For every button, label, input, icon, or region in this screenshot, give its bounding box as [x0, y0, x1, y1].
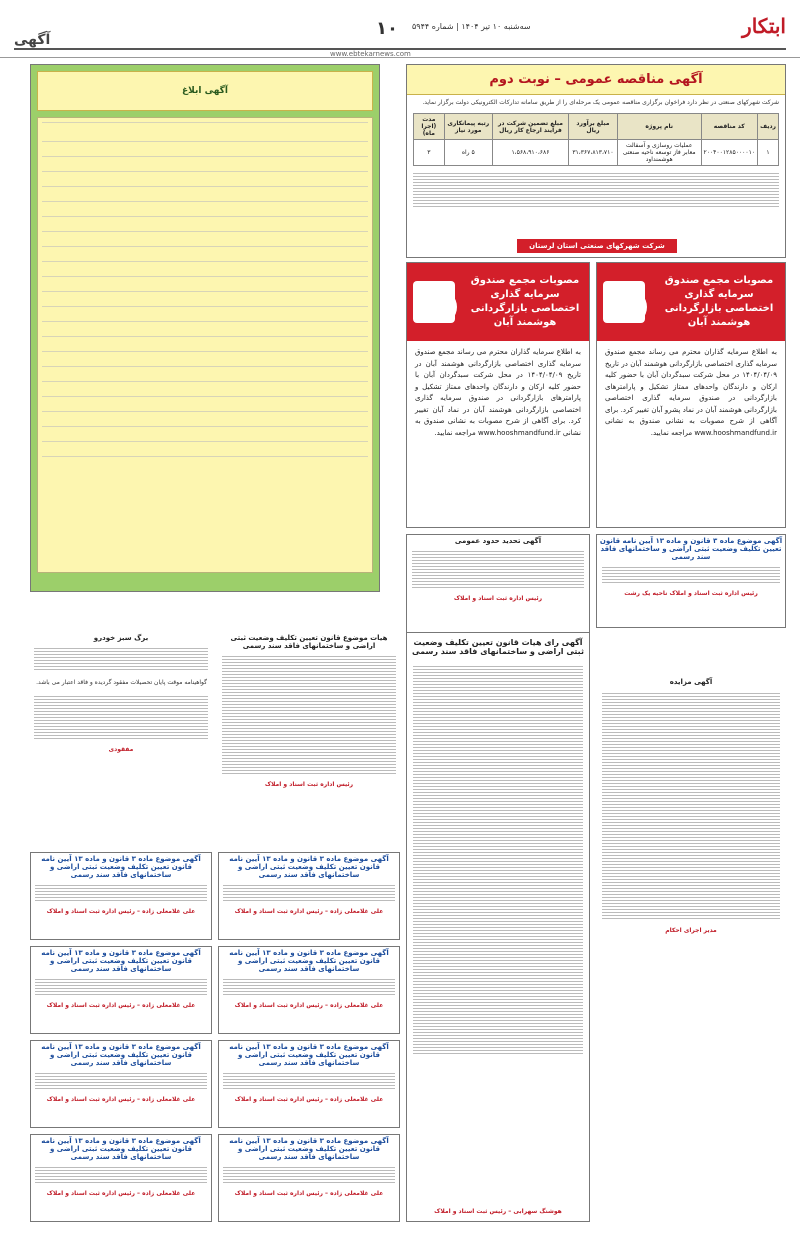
tender-table — [413, 113, 779, 166]
notice-box-signature: علی غلامعلی زاده – رئیس اداره ثبت اسناد و املاک — [234, 1002, 384, 1009]
section-title: آگهی — [14, 32, 51, 48]
tender-title: آگهی مناقصه عمومی – نوبت دوم — [489, 72, 703, 87]
notice-box — [30, 1040, 212, 1128]
tender-ad — [406, 64, 786, 258]
notice-1-title: آگهی موضوع ماده ۳ قانون و ماده ۱۳ آیین نامه قانون تعیین تکلیف وضعیت ثبتی اراضی و ساختمانهای فاقد سند رسمی — [599, 537, 783, 561]
notice-box-signature: علی غلامعلی زاده – رئیس اداره ثبت اسناد و املاک — [234, 1190, 384, 1197]
table-cell: ۳۱،۳۶۷،۸۱۳،۷۱۰ — [569, 140, 618, 166]
site-url[interactable]: www.ebtekarnews.com — [330, 50, 411, 58]
table-cell: ۳ — [414, 140, 445, 166]
table-header: مبلغ برآورد ریال — [569, 114, 618, 140]
notice-box-title: آگهی موضوع ماده ۳ قانون و ماده ۱۳ آیین نامه قانون تعیین تکلیف وضعیت ثبتی اراضی و ساختمانهای فاقد سند رسمی — [41, 1043, 201, 1067]
table-cell: عملیات روسازی و آسفالت معابر فاز توسعه ناحیه صنعتی هوشمنداود — [617, 140, 701, 166]
notice-box-title: آگهی موضوع ماده ۳ قانون و ماده ۱۳ آیین نامه قانون تعیین تکلیف وضعیت ثبتی اراضی و ساختمانهای فاقد سند رسمی — [229, 1137, 389, 1161]
notice-box — [218, 946, 400, 1034]
notice-box-title: آگهی موضوع ماده ۳ قانون و ماده ۱۳ آیین نامه قانون تعیین تکلیف وضعیت ثبتی اراضی و ساختمانهای فاقد سند رسمی — [229, 855, 389, 879]
fund-logo-icon — [603, 281, 645, 323]
col4-title: برگ سبز خودرو — [93, 634, 149, 642]
fund-ad-2 — [406, 262, 590, 528]
green-ad-title: آگهی ابلاغ — [182, 86, 228, 96]
fund-ad-1 — [596, 262, 786, 528]
notice-box-title: آگهی موضوع ماده ۳ قانون و ماده ۱۳ آیین نامه قانون تعیین تکلیف وضعیت ثبتی اراضی و ساختمانهای فاقد سند رسمی — [41, 855, 201, 879]
notice-box-signature: علی غلامعلی زاده – رئیس اداره ثبت اسناد و املاک — [46, 1002, 196, 1009]
notice-2-title: آگهی تحدید حدود عمومی — [454, 537, 542, 545]
table-header: رتبه پیمانکاری مورد نیاز — [444, 114, 492, 140]
table-header: مدت (اجرا ماه) — [414, 114, 445, 140]
fund-1-body: به اطلاع سرمایه گذاران محترم می رساند مجمع صندوق سرمایه گذاری اختصاصی بازارگردانی هوشمند آبان در تاریخ ۱۴۰۴/۰۴/۰۹ در محل شرکت سبدگردان آبان با حضور کلیه ارکان و دارندگان واحدهای ممتاز تشکیل و پارامترهای بازارگردانی در صندوق سرمایه گذاری اختصاصی بازارگردانی هوشمند آبان در نماد پشرو آبان تغییر کرد. برای آگاهی از شرح مصوبات به نشانی صندوق به نشانی www.hooshmandfund.ir مراجعه نمایید. — [605, 348, 777, 437]
notice-box-title: آگهی موضوع ماده ۳ قانون و ماده ۱۳ آیین نامه قانون تعیین تکلیف وضعیت ثبتی اراضی و ساختمانهای فاقد سند رسمی — [41, 1137, 201, 1161]
col4-signature: مفقودی — [108, 746, 134, 754]
notice-box — [30, 946, 212, 1034]
notice-box — [30, 852, 212, 940]
notice-box — [218, 1040, 400, 1128]
tender-footer: شرکت شهرکهای صنعتی استان لرستان — [517, 239, 677, 253]
newspaper-logo: ابتکار — [742, 14, 786, 38]
table-cell: ۱ — [758, 140, 779, 166]
col2 — [406, 632, 590, 1222]
col3 — [218, 632, 400, 848]
notice-box-signature: علی غلامعلی زاده – رئیس اداره ثبت اسناد و املاک — [234, 908, 384, 915]
table-cell: ۲۰۰۴۰۰۱۲۸۵۰۰۰۰۱۰ — [701, 140, 758, 166]
col4-body: گواهینامه موقت پایان تحصیلات مفقود گردیده و فاقد اعتبار می باشد. — [36, 679, 207, 686]
notice-small-1 — [596, 534, 786, 628]
table-cell: ۵ راه — [444, 140, 492, 166]
col4 — [30, 632, 212, 848]
green-ad — [30, 64, 380, 592]
tender-intro: شرکت شهرکهای صنعتی در نظر دارد فراخوان برگزاری مناقصه عمومی یک مرحله‌ای را از طریق سامانه تدارکات الکترونیکی دولت برگزار نماید. — [422, 99, 779, 106]
notice-box-signature: علی غلامعلی زاده – رئیس اداره ثبت اسناد و املاک — [234, 1096, 384, 1103]
table-header: ردیف — [758, 114, 779, 140]
header-rule — [14, 48, 786, 50]
notice-box-title: آگهی موضوع ماده ۳ قانون و ماده ۱۳ آیین نامه قانون تعیین تکلیف وضعیت ثبتی اراضی و ساختمانهای فاقد سند رسمی — [229, 1043, 389, 1067]
notice-box — [30, 1134, 212, 1222]
notice-1-signature: رئیس اداره ثبت اسناد و املاک ناحیه یک رشت — [624, 590, 758, 597]
table-header: مبلغ تضمین شرکت در فرآیند ارجاع کار ریال — [492, 114, 568, 140]
notice-box-signature: علی غلامعلی زاده – رئیس اداره ثبت اسناد و املاک — [46, 1190, 196, 1197]
page-number: ۱۰ — [376, 18, 398, 39]
fund-2-title: مصوبات مجمع صندوق سرمایه گذاری اختصاصی بازارگردانی هوشمند آبان — [470, 275, 580, 328]
notices-grid — [30, 852, 400, 1222]
col3-signature: رئیس اداره ثبت اسناد و املاک — [264, 781, 354, 788]
table-cell: ۱،۵۶۸،۹۱۰،۶۸۶ — [492, 140, 568, 166]
green-ad-table — [37, 117, 373, 573]
col1-signature: مدیر اجرای احکام — [665, 927, 717, 934]
col3-title: هیات موضوع قانون تعیین تکلیف وضعیت ثبتی اراضی و ساختمانهای فاقد سند رسمی — [230, 634, 388, 650]
col1-title: آگهی مزایده — [669, 678, 713, 686]
notice-box-title: آگهی موضوع ماده ۳ قانون و ماده ۱۳ آیین نامه قانون تعیین تکلیف وضعیت ثبتی اراضی و ساختمانهای فاقد سند رسمی — [41, 949, 201, 973]
table-header: کد مناقصه — [701, 114, 758, 140]
notice-box-title: آگهی موضوع ماده ۳ قانون و ماده ۱۳ آیین نامه قانون تعیین تکلیف وضعیت ثبتی اراضی و ساختمانهای فاقد سند رسمی — [229, 949, 389, 973]
table-row — [414, 140, 779, 166]
fund-2-body: به اطلاع سرمایه گذاران محترم می رساند مجمع صندوق سرمایه گذاری اختصاصی بازارگردانی هوشمند آبان در تاریخ ۱۴۰۴/۰۴/۰۹ در محل شرکت سبدگردان آبان با حضور کلیه ارکان و دارندگان واحدهای ممتاز تشکیل و پارامترهای بازارگردانی در صندوق سرمایه گذاری اختصاصی بازارگردانی هوشمند آبان در نماد آبان تغییر کرد. برای آگاهی از شرح مصوبات به نشانی صندوق به نشانی www.hooshmandfund.ir مراجعه نمایید. — [415, 348, 581, 437]
notice-box-signature: علی غلامعلی زاده – رئیس اداره ثبت اسناد و املاک — [46, 1096, 196, 1103]
col2-title: آگهی رای هیات قانون تعیین تکلیف وضعیت ثبتی اراضی و ساختمانهای فاقد سند رسمی — [412, 638, 584, 656]
notice-2-signature: رئیس اداره ثبت اسناد و املاک — [453, 595, 543, 602]
fund-1-title: مصوبات مجمع صندوق سرمایه گذاری اختصاصی بازارگردانی هوشمند آبان — [664, 275, 774, 328]
notice-box — [218, 1134, 400, 1222]
col2-signature: هوشنگ سهرابی – رئیس ثبت اسناد و املاک — [434, 1208, 562, 1215]
fund-logo-icon — [413, 281, 455, 323]
tender-body-lines — [407, 168, 785, 212]
table-header: نام پروژه — [617, 114, 701, 140]
issue-date: سه‌شنبه ۱۰ تیر ۱۴۰۴ | شماره ۵۹۴۴ — [412, 22, 531, 31]
notice-box-signature: علی غلامعلی زاده – رئیس اداره ثبت اسناد و املاک — [46, 908, 196, 915]
notice-box — [218, 852, 400, 940]
col1 — [596, 632, 786, 1032]
